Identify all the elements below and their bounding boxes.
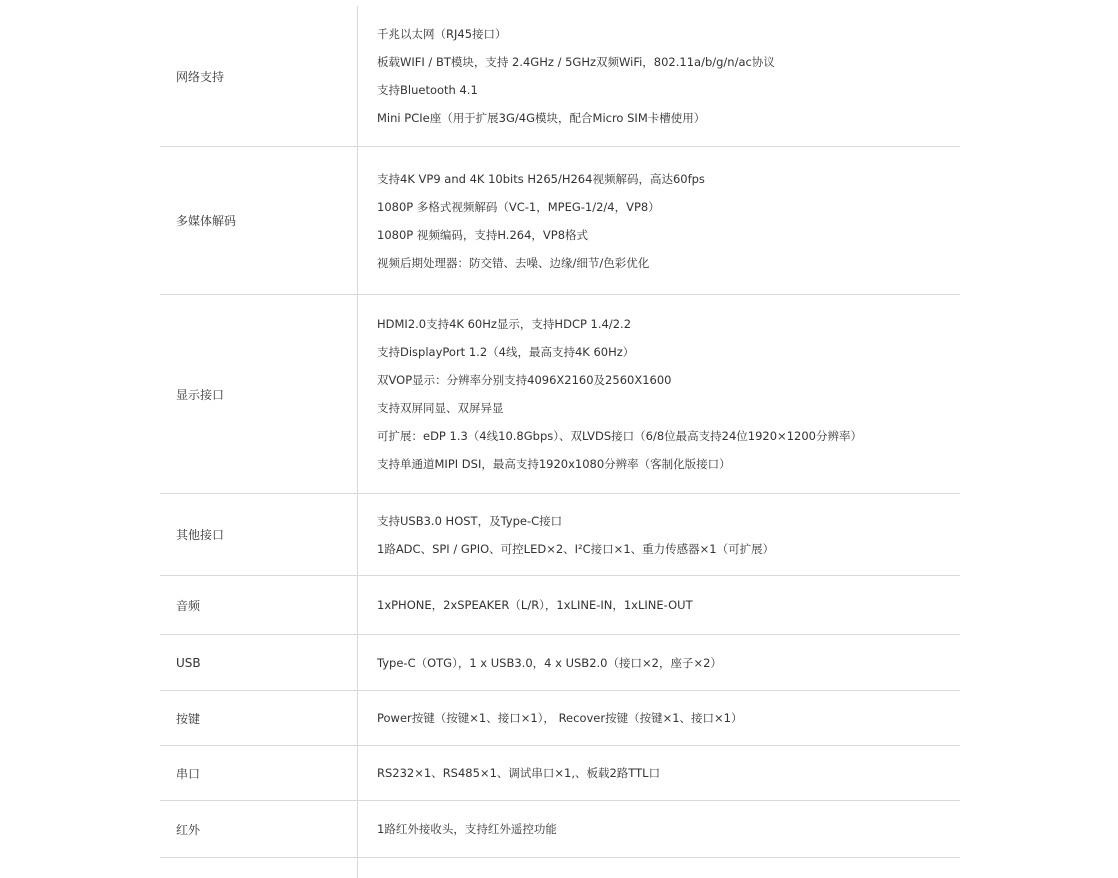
spec-row-usb (160, 635, 960, 691)
spec-row-infrared (160, 801, 960, 858)
spec-row-other-interfaces (160, 494, 960, 576)
spec-value: RS232×1、RS485×1、调试串口×1,、板载2路TTL口 (377, 766, 661, 780)
spec-value: 支持USB3.0 HOST，及Type-C接口 (377, 513, 563, 528)
spec-values (358, 576, 960, 634)
spec-value: 双VOP显示：分辨率分别支持4096X2160及2560X1600 (377, 373, 672, 387)
spec-row-buttons (160, 691, 960, 746)
spec-value: 1路ADC、SPI / GPIO、可控LED×2、I²C接口×1、重力传感器×1（可扩展） (377, 541, 775, 556)
spec-label: 多媒体解码 (160, 147, 358, 294)
spec-values (358, 746, 960, 800)
spec-values (358, 147, 960, 294)
spec-label-empty (160, 858, 358, 878)
spec-value: 1080P 视频编码，支持H.264，VP8格式 (377, 227, 589, 242)
spec-value: 1xPHONE，2xSPEAKER（L/R），1xLINE-IN，1xLINE-OUT (377, 598, 693, 612)
spec-value: 可扩展：eDP 1.3（4线10.8Gbps）、双LVDS接口（6/8位最高支持24位1920×1200分辨率） (377, 429, 862, 443)
spec-value: 支持Bluetooth 4.1 (377, 83, 478, 97)
spec-label: 按键 (160, 691, 358, 745)
spec-row-multimedia (160, 147, 960, 295)
spec-values (358, 494, 960, 575)
spec-value: 千兆以太网（RJ45接口） (377, 27, 507, 41)
spec-values (358, 295, 960, 493)
spec-row-network (160, 0, 960, 147)
spec-row-audio (160, 576, 960, 635)
spec-value: 支持4K VP9 and 4K 10bits H265/H264视频解码，高达60fps (377, 171, 705, 186)
spec-value: Type-C（OTG），1 x USB3.0，4 x USB2.0（接口×2，座子×2） (377, 655, 722, 670)
spec-label: 红外 (160, 801, 358, 857)
spec-values (358, 6, 960, 146)
spec-value: Mini PCIe座（用于扩展3G/4G模块，配合Micro SIM卡槽使用） (377, 111, 706, 125)
spec-label: USB (160, 635, 358, 690)
spec-value: HDMI2.0支持4K 60Hz显示，支持HDCP 1.4/2.2 (377, 317, 632, 331)
spec-values-empty (358, 858, 960, 878)
spec-row-display (160, 295, 960, 494)
spec-value: 1080P 多格式视频解码（VC-1，MPEG-1/2/4，VP8） (377, 199, 660, 214)
spec-values (358, 691, 960, 745)
spec-row-serial (160, 746, 960, 801)
spec-value: Power按键（按键×1、接口×1）， Recover按键（按键×1、接口×1） (377, 711, 743, 725)
spec-value: 支持DisplayPort 1.2（4线，最高支持4K 60Hz） (377, 345, 635, 359)
spec-value: 支持双屏同显、双屏异显 (377, 401, 504, 415)
spec-values (358, 635, 960, 690)
spec-value: 视频后期处理器：防交错、去噪、边缘/细节/色彩优化 (377, 255, 650, 270)
spec-label: 其他接口 (160, 494, 358, 575)
spec-label: 网络支持 (160, 6, 358, 146)
spec-table (160, 0, 960, 878)
spec-label: 显示接口 (160, 295, 358, 493)
spec-value: 1路红外接收头，支持红外遥控功能 (377, 822, 557, 836)
spec-label: 串口 (160, 746, 358, 800)
spec-row-partial (160, 858, 960, 878)
spec-value: 支持单通道MIPI DSI，最高支持1920x1080分辨率（客制化版接口） (377, 457, 731, 471)
spec-label: 音频 (160, 576, 358, 634)
spec-value: 板载WIFI / BT模块，支持 2.4GHz / 5GHz双频WiFi，802.11a/b/g/n/ac协议 (377, 55, 775, 69)
spec-values (358, 801, 960, 857)
